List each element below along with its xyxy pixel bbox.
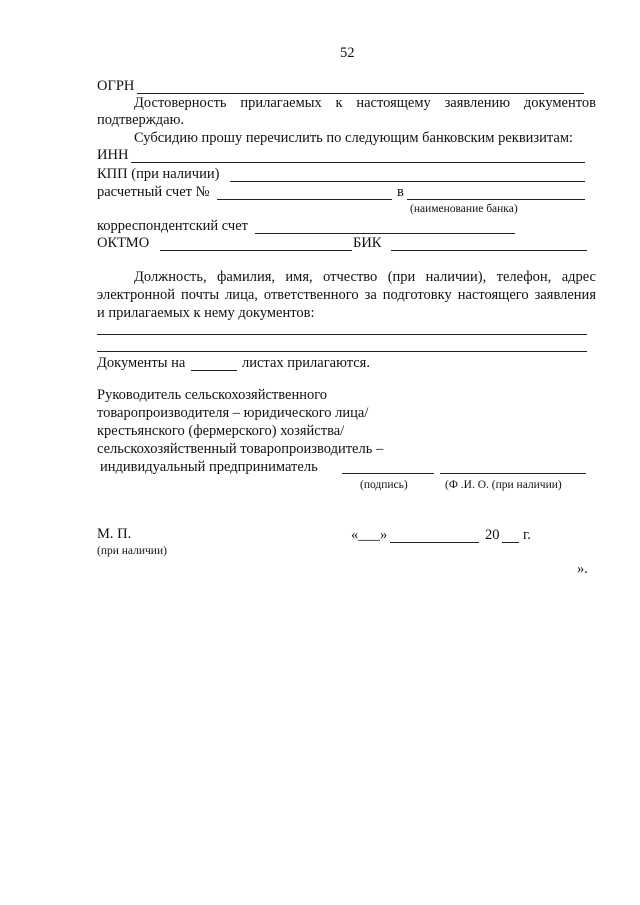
- docs-suffix: листах прилагаются.: [242, 355, 370, 371]
- kpp-label: КПП (при наличии): [97, 166, 220, 182]
- mp-label: М. П.: [97, 526, 132, 542]
- ogrn-label: ОГРН: [97, 78, 135, 94]
- date-month-field-line[interactable]: [390, 542, 479, 543]
- fio-field-line[interactable]: [440, 473, 586, 474]
- oktmo-field-line[interactable]: [160, 250, 352, 251]
- signature-field-line[interactable]: [342, 473, 434, 474]
- kpp-field-line[interactable]: [230, 181, 585, 182]
- date-year-suffix: г.: [523, 527, 531, 543]
- page-number: 52: [340, 45, 355, 61]
- head-title-line1: Руководитель сельскохозяйственного: [97, 387, 328, 403]
- account-field-line[interactable]: [217, 199, 392, 200]
- docs-count-field-line[interactable]: [191, 370, 237, 371]
- corr-account-field-line[interactable]: [255, 233, 515, 234]
- confirm-text-line2: подтверждаю.: [97, 112, 185, 128]
- inn-label: ИНН: [97, 147, 129, 163]
- responsible-text-line3: и прилагаемых к нему документов:: [97, 305, 315, 321]
- date-year-field-line[interactable]: [502, 542, 519, 543]
- date-year-prefix: 20: [485, 527, 500, 543]
- date-day-field[interactable]: «___»: [351, 527, 388, 543]
- ogrn-field-line[interactable]: [137, 93, 584, 94]
- responsible-text-line2: электронной почты лица, ответственного за подготовку настоящего заявления: [97, 287, 596, 303]
- mp-caption: (при наличии): [97, 545, 167, 557]
- bik-label: БИК: [353, 235, 382, 251]
- signature-caption: (подпись): [360, 479, 408, 491]
- head-title-line3: крестьянского (фермерского) хозяйства/: [97, 423, 345, 439]
- in-bank-label: в: [397, 184, 404, 200]
- subsidy-text: Субсидию прошу перечислить по следующим банковским реквизитам:: [134, 130, 574, 146]
- inn-field-line[interactable]: [131, 162, 585, 163]
- head-title-line5: индивидуальный предприниматель: [100, 459, 318, 475]
- corr-account-label: корреспондентский счет: [97, 218, 248, 234]
- bank-name-caption: (наименование банка): [410, 203, 518, 215]
- account-label: расчетный счет №: [97, 184, 210, 200]
- responsible-field-line1[interactable]: [97, 334, 587, 335]
- head-title-line2: товаропроизводителя – юридического лица/: [97, 405, 369, 421]
- closing-quote: ».: [577, 561, 588, 577]
- bik-field-line[interactable]: [391, 250, 587, 251]
- confirm-text-line1: Достоверность прилагаемых к настоящему заявлению документов: [134, 95, 596, 111]
- bank-name-field-line[interactable]: [407, 199, 585, 200]
- responsible-field-line2[interactable]: [97, 351, 587, 352]
- responsible-text-line1: Должность, фамилия, имя, отчество (при наличии), телефон, адрес: [134, 269, 596, 285]
- fio-caption: (Ф .И. О. (при наличии): [445, 479, 562, 491]
- oktmo-label: ОКТМО: [97, 235, 150, 251]
- head-title-line4: сельскохозяйственный товаропроизводитель –: [97, 441, 384, 457]
- docs-prefix: Документы на: [97, 355, 186, 371]
